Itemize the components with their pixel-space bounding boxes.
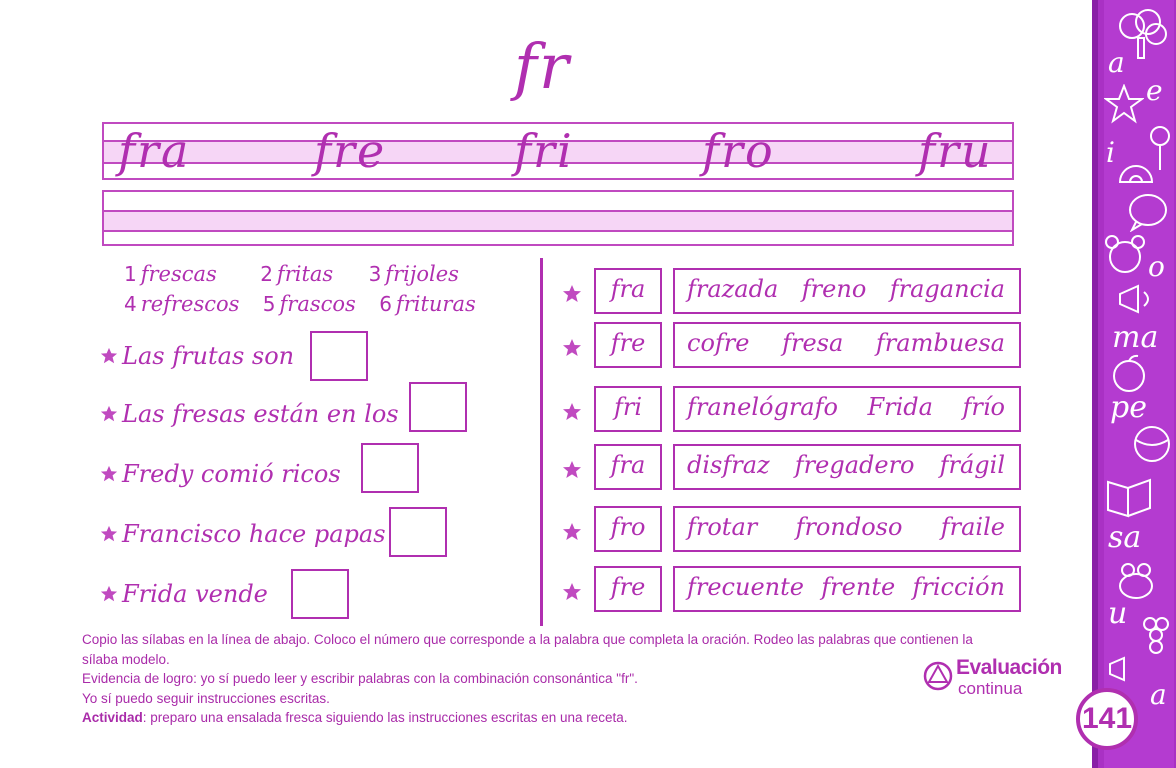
word-option[interactable]: fricción <box>912 573 1005 601</box>
word-bank-word: frituras <box>395 292 476 316</box>
instruction-line: Copio las sílabas en la línea de abajo. Coloco el número que corresponde a la palabra que completa la oración. Rodeo las palabras que contienen la sílaba modelo. <box>82 632 973 667</box>
star-icon <box>100 405 118 423</box>
word-bank-word: frescas <box>140 262 217 286</box>
book-icon <box>1104 472 1156 520</box>
apple-icon <box>1108 352 1150 394</box>
word-option[interactable]: franelógrafo <box>687 393 838 421</box>
word-option[interactable]: fresa <box>782 329 844 357</box>
model-syllable: fru <box>918 124 993 178</box>
star-character-icon <box>1104 84 1144 124</box>
word-option[interactable]: fregadero <box>794 451 915 479</box>
sentence-text: Fredy comió ricos <box>122 460 341 488</box>
sidebar-letter: u <box>1108 596 1128 631</box>
word-bank-row-2 <box>124 292 476 316</box>
word-option[interactable]: frío <box>962 393 1005 421</box>
achievement-line-2: Yo sí puedo seguir instrucciones escritas. <box>82 690 330 706</box>
word-option[interactable]: frambuesa <box>875 329 1005 357</box>
star-icon <box>100 525 118 543</box>
bear-icon <box>1102 232 1148 278</box>
answer-box-2[interactable] <box>409 382 467 432</box>
word-option[interactable]: fragancia <box>889 275 1005 303</box>
word-row-1 <box>673 268 1021 314</box>
small-megaphone-icon <box>1106 654 1142 684</box>
sentence-text: Las frutas son <box>122 342 295 370</box>
megaphone-icon <box>1116 282 1160 316</box>
page-number-badge: 141 <box>1076 688 1138 750</box>
sentence-4 <box>100 520 386 548</box>
word-row-2 <box>673 322 1021 368</box>
word-row-5 <box>673 506 1021 552</box>
word-number: 2 <box>260 262 273 286</box>
sentence-1 <box>100 342 294 370</box>
model-syllables-lines <box>102 122 1014 180</box>
star-icon <box>562 284 582 304</box>
logo-subtitle: continua <box>958 679 1023 698</box>
word-option[interactable]: frecuente <box>687 573 804 601</box>
sidebar-letter: pe <box>1110 390 1147 425</box>
word-bank-word: fritas <box>276 262 334 286</box>
word-option[interactable]: freno <box>801 275 867 303</box>
sidebar-letter: sa <box>1108 520 1142 555</box>
page-title: fr <box>514 30 571 103</box>
word-option[interactable]: frotar <box>687 513 758 541</box>
star-icon <box>562 402 582 422</box>
activity-label: Actividad <box>82 710 143 725</box>
ball-icon <box>1132 420 1172 468</box>
grapes-icon <box>1138 606 1174 666</box>
sentence-2 <box>100 400 399 428</box>
word-option[interactable]: Frida <box>867 393 933 421</box>
word-number: 4 <box>124 292 137 316</box>
word-option[interactable]: frondoso <box>795 513 903 541</box>
word-bank-word: frascos <box>279 292 356 316</box>
answer-box-5[interactable] <box>291 569 349 619</box>
decorative-sidebar <box>1092 0 1176 768</box>
syllable-box: fre <box>594 322 662 368</box>
writing-band <box>104 210 1012 232</box>
star-icon <box>562 522 582 542</box>
model-syllable: fra <box>118 124 191 178</box>
word-number: 5 <box>262 292 276 316</box>
sentence-3 <box>100 460 341 488</box>
igloo-icon <box>1116 150 1156 186</box>
word-row-6 <box>673 566 1021 612</box>
word-bank-word: refrescos <box>140 292 240 316</box>
star-icon <box>100 347 118 365</box>
model-syllable: fre <box>314 124 387 178</box>
speech-bubble-icon <box>1126 192 1170 232</box>
syllable-box: fri <box>594 386 662 432</box>
sentence-text: Las fresas están en los <box>122 400 399 428</box>
star-icon <box>100 585 118 603</box>
star-icon <box>562 582 582 602</box>
word-option[interactable]: fraile <box>940 513 1005 541</box>
activity-text: : preparo una ensalada fresca siguiendo las instrucciones escritas en una receta. <box>142 710 628 725</box>
instructions-footer <box>82 630 982 728</box>
column-divider <box>540 258 543 626</box>
word-number: 6 <box>379 292 392 316</box>
word-number: 1 <box>124 262 137 286</box>
word-bank-row-1 <box>124 262 459 286</box>
sidebar-letter: a <box>1108 46 1125 79</box>
sentence-text: Frida vende <box>122 580 268 608</box>
syllable-box: fre <box>594 566 662 612</box>
word-row-3 <box>673 386 1021 432</box>
sidebar-letter: a <box>1150 678 1167 711</box>
star-icon <box>100 465 118 483</box>
achievement-line: Evidencia de logro: yo sí puedo leer y escribir palabras con la combinación consonántica "fr". <box>82 671 638 686</box>
sidebar-letter: e <box>1146 74 1163 107</box>
logo-title: Evaluación <box>956 656 1062 679</box>
answer-box-3[interactable] <box>361 443 419 493</box>
activity-line <box>82 708 982 728</box>
answer-box-4[interactable] <box>389 507 447 557</box>
star-icon <box>562 460 582 480</box>
sidebar-letter: i <box>1106 136 1115 169</box>
word-row-4 <box>673 444 1021 490</box>
answer-box-1[interactable] <box>310 331 368 381</box>
word-option[interactable]: cofre <box>687 329 750 357</box>
sentence-5 <box>100 580 268 608</box>
word-option[interactable]: frente <box>821 573 896 601</box>
syllable-box: fra <box>594 444 662 490</box>
word-option[interactable]: disfraz <box>687 451 770 479</box>
word-option[interactable]: frazada <box>687 275 779 303</box>
copy-writing-lines[interactable] <box>102 190 1014 246</box>
word-bank-word: frijoles <box>385 262 459 286</box>
word-number: 3 <box>368 262 382 286</box>
word-option[interactable]: frágil <box>939 451 1005 479</box>
model-syllable: fro <box>702 124 775 178</box>
sidebar-letter: ma <box>1112 320 1159 355</box>
star-icon <box>562 338 582 358</box>
sidebar-letter: o <box>1148 250 1165 283</box>
syllable-box: fra <box>594 268 662 314</box>
model-syllable: fri <box>514 124 574 178</box>
syllable-box: fro <box>594 506 662 552</box>
sentence-text: Francisco hace papas <box>122 520 386 548</box>
